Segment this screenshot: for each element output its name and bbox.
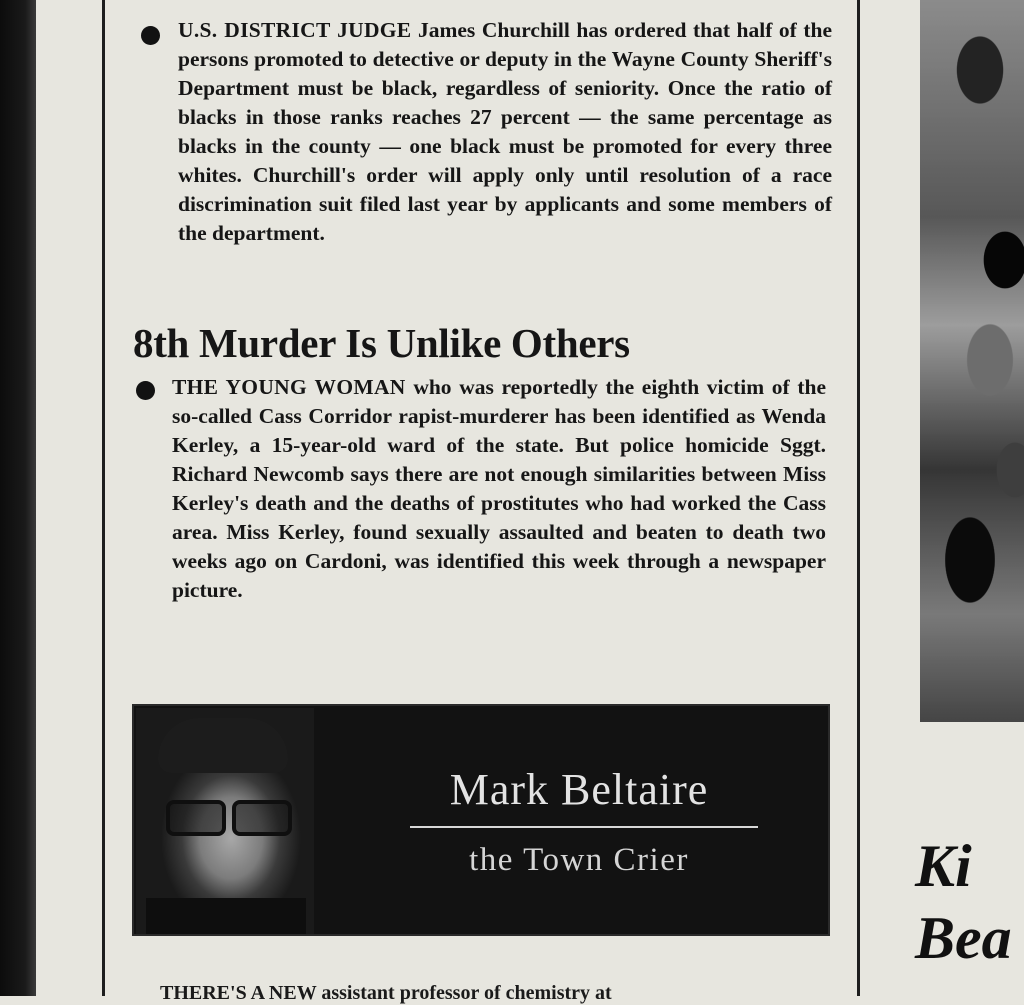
page-gutter-shadow: [0, 0, 36, 996]
column-rule-right: [857, 0, 860, 996]
column-title: the Town Crier: [469, 842, 689, 878]
article2-paragraph: [172, 373, 826, 605]
columnist-portrait: [136, 708, 314, 934]
article1-lead: U.S. DISTRICT JUDGE: [178, 18, 412, 42]
adjacent-photo: [920, 0, 1024, 722]
adjacent-headline-line1: Ki: [915, 833, 972, 899]
column-rule-left: [102, 0, 105, 996]
bullet-icon: [141, 26, 160, 45]
article2-headline: 8th Murder Is Unlike Others: [133, 320, 630, 366]
column-banner: [132, 704, 830, 936]
article2-lead: THE YOUNG WOMAN: [172, 375, 406, 399]
article1-body: James Churchill has ordered that half of the persons promoted to detective or deputy in the Wayne County Sheriff's Department must be black, regardless of seniority. Once the ratio of blacks in those ranks reaches 27 percent — the same percentage as blacks in the county — one black must be promoted for every three whites. Churchill's order will apply only until resolution of a race discrimination suit filed last year by applicants and some members of the department.: [178, 18, 833, 245]
cut-off-headline-fragment: [140, 0, 860, 4]
article1-paragraph: [178, 16, 832, 248]
adjacent-headline-line2: Bea: [915, 905, 1012, 971]
article2-body: who was reportedly the eighth victim of the so-called Cass Corridor rapist-murderer has been identified as Wenda Kerley, a 15-year-old ward of the state. But police homicide Sggt. Richard Newcomb says there are not enough similarities between Miss Kerley's death and the deaths of prostitutes who had worked the Cass area. Miss Kerley, found sexually assaulted and beaten to death two weeks ago on Cardoni, was identified this week through a newspaper picture.: [172, 375, 827, 602]
banner-divider: [410, 826, 758, 828]
bullet-icon: [136, 381, 155, 400]
columnist-name: Mark Beltaire: [449, 765, 709, 814]
next-article-line: THERE'S A NEW assistant professor of chemistry at: [160, 982, 612, 1004]
